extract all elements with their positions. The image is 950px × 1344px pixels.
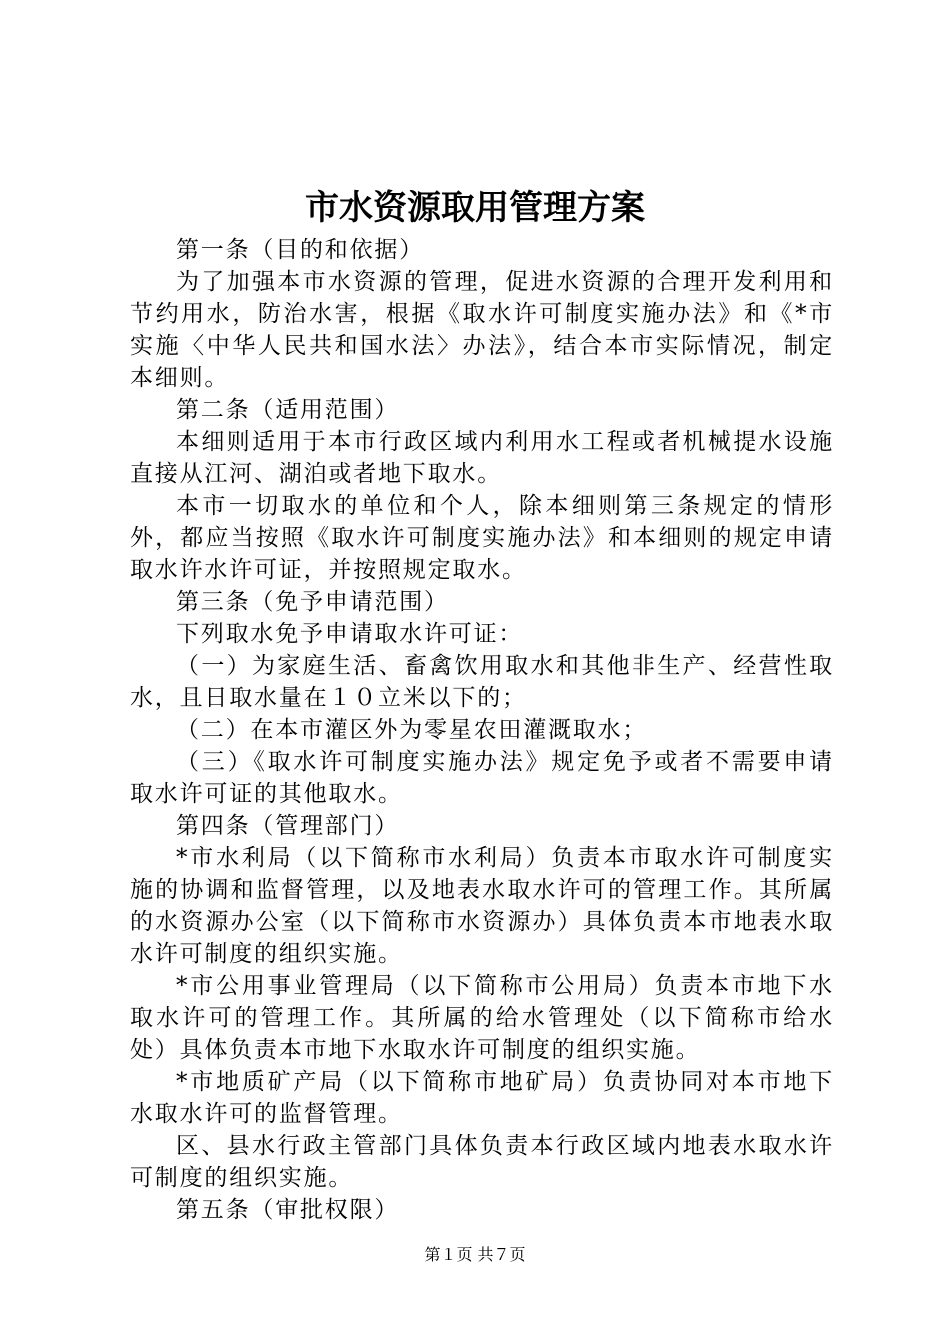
article-heading: 第二条（适用范围） — [176, 397, 400, 423]
document-body — [130, 234, 834, 1226]
paragraph: 本市一切取水的单位和个人，除本细则第三条规定的情形外，都应当按照《取水许可制度实施办法》和本细则的规定申请取水许水许可证，并按照规定取水。 — [130, 493, 834, 583]
list-item: （一）为家庭生活、畜禽饮用取水和其他非生产、经营性取水，且日取水量在１０立米以下的； — [130, 653, 834, 711]
paragraph: 为了加强本市水资源的管理，促进水资源的合理开发利用和节约用水，防治水害，根据《取水许可制度实施办法》和《*市实施〈中华人民共和国水法〉办法》，结合本市实际情况，制定本细则。 — [130, 269, 834, 391]
paragraph: *市水利局（以下简称市水利局）负责本市取水许可制度实施的协调和监督管理，以及地表水取水许可的管理工作。其所属的水资源办公室（以下简称市水资源办）具体负责本市地表水取水许可制度的组织实施。 — [130, 845, 834, 967]
article-heading: 第一条（目的和依据） — [176, 237, 424, 263]
list-item: （三）《取水许可制度实施办法》规定免予或者不需要申请取水许可证的其他取水。 — [130, 749, 834, 807]
paragraph: 下列取水免予申请取水许可证： — [176, 621, 524, 647]
page-footer: 第１页 共７页 — [424, 1245, 526, 1264]
list-item: （二）在本市灌区外为零星农田灌溉取水； — [176, 717, 648, 743]
article-heading: 第四条（管理部门） — [176, 813, 400, 839]
paragraph: 本细则适用于本市行政区域内利用水工程或者机械提水设施直接从江河、湖泊或者地下取水。 — [130, 429, 834, 487]
article-heading: 第五条（审批权限） — [176, 1197, 400, 1223]
paragraph: *市地质矿产局（以下简称市地矿局）负责协同对本市地下水取水许可的监督管理。 — [130, 1069, 834, 1127]
article-heading: 第三条（免予申请范围） — [176, 589, 449, 615]
document-title: 市水资源取用管理方案 — [305, 188, 645, 228]
paragraph: 区、县水行政主管部门具体负责本行政区域内地表水取水许可制度的组织实施。 — [130, 1133, 834, 1191]
paragraph: *市公用事业管理局（以下简称市公用局）负责本市地下水取水许可的管理工作。其所属的给水管理处（以下简称市给水处）具体负责本市地下水取水许可制度的组织实施。 — [130, 973, 834, 1063]
